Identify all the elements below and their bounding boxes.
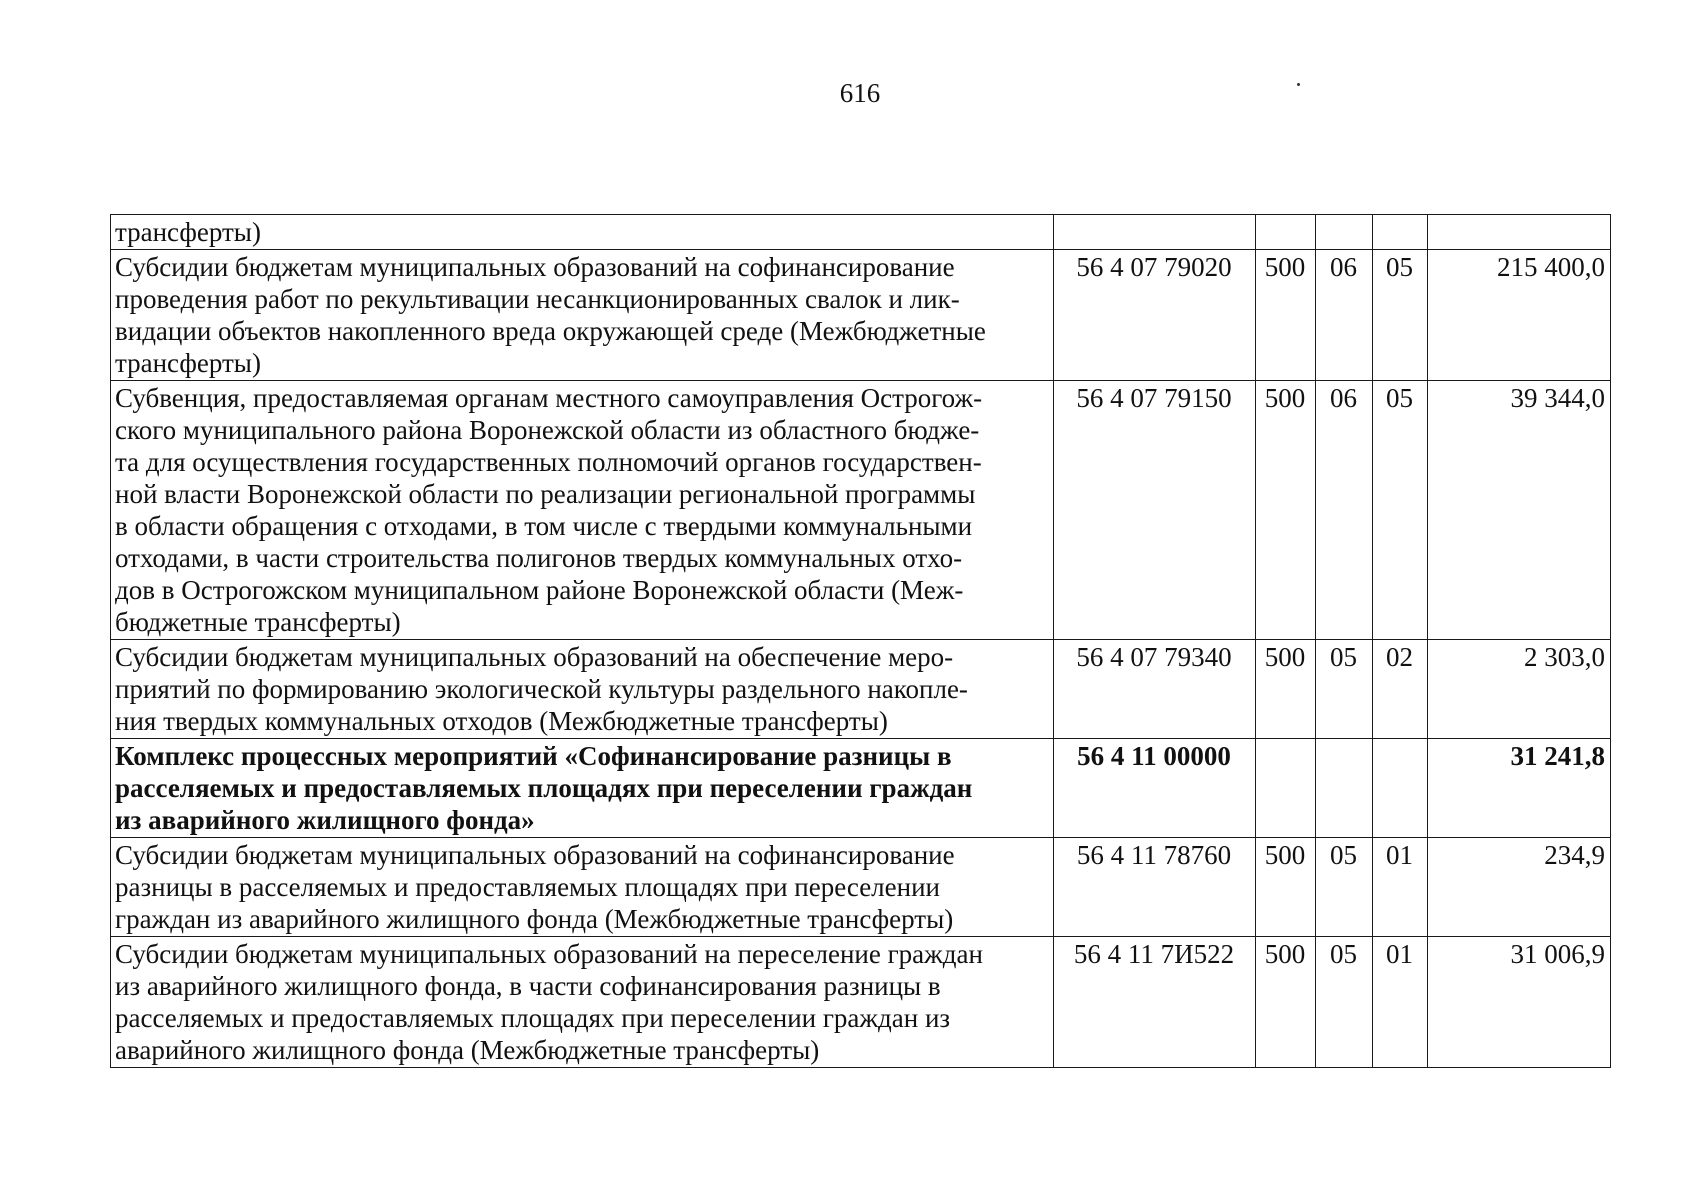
row-subsection-cell: 01 [1373,937,1428,1068]
row-subsection-cell [1373,739,1428,838]
row-name-line: Комплекс процессных мероприятий «Софинансирование разницы в [115,741,952,771]
row-name-line: трансферты) [115,348,261,378]
row-name-cell [111,739,1054,838]
row-code-cell: 56 4 07 79340 [1054,640,1256,739]
row-subsection-cell: 05 [1373,250,1428,381]
table-row [111,838,1611,937]
row-code-cell: 56 4 07 79150 [1054,381,1256,640]
row-expense-type-cell: 500 [1256,937,1316,1068]
row-name-line: дов в Острогожском муниципальном районе Воронежской области (Меж- [115,575,964,605]
row-amount-cell: 39 344,0 [1428,381,1611,640]
row-expense-type-cell [1256,215,1316,250]
table-row [111,215,1611,250]
table-row [111,250,1611,381]
budget-table [110,214,1611,1068]
row-amount-cell [1428,215,1611,250]
row-expense-type-cell: 500 [1256,640,1316,739]
row-name-line: отходами, в части строительства полигонов твердых коммунальных отхо- [115,543,963,573]
row-amount-cell: 234,9 [1428,838,1611,937]
row-expense-type-cell: 500 [1256,838,1316,937]
row-name-line: Субсидии бюджетам муниципальных образований на софинансирование [115,840,955,870]
row-amount-cell: 2 303,0 [1428,640,1611,739]
row-section-cell [1316,215,1373,250]
row-name-cell [111,640,1054,739]
row-code-cell: 56 4 11 7И522 [1054,937,1256,1068]
table-row [111,937,1611,1068]
row-name-cell [111,381,1054,640]
row-subsection-cell: 05 [1373,381,1428,640]
row-subsection-cell [1373,215,1428,250]
row-subsection-cell: 02 [1373,640,1428,739]
row-name-line: Субсидии бюджетам муниципальных образований на софинансирование [115,252,955,282]
row-amount-cell: 31 241,8 [1428,739,1611,838]
row-code-cell: 56 4 07 79020 [1054,250,1256,381]
row-name-cell [111,250,1054,381]
row-name-cell [111,838,1054,937]
row-section-cell: 05 [1316,838,1373,937]
row-name-line: из аварийного жилищного фонда, в части софинансирования разницы в [115,971,941,1001]
row-amount-cell: 31 006,9 [1428,937,1611,1068]
row-name-line: Субвенция, предоставляемая органам местного самоуправления Острогож- [115,383,983,413]
row-expense-type-cell [1256,739,1316,838]
row-name-line: Субсидии бюджетам муниципальных образований на переселение граждан [115,939,983,969]
row-name-line: граждан из аварийного жилищного фонда (Межбюджетные трансферты) [115,904,954,934]
row-name-line: аварийного жилищного фонда (Межбюджетные трансферты) [115,1035,820,1065]
row-name-cell [111,937,1054,1068]
row-code-cell [1054,215,1256,250]
row-name-line: приятий по формированию экологической культуры раздельного накопле- [115,674,968,704]
page-number: 616 [839,78,881,108]
row-name-line: ского муниципального района Воронежской области из областного бюдже- [115,415,980,445]
budget-table-body [111,215,1611,1068]
row-name-line: расселяемых и предоставляемых площадях при переселении граждан [115,773,973,803]
row-name-line: ной власти Воронежской области по реализации региональной программы [115,479,976,509]
row-name-line: проведения работ по рекультивации несанкционированных свалок и лик- [115,284,960,314]
row-name-cell [111,215,1054,250]
row-name-line: расселяемых и предоставляемых площадях при переселении граждан из [115,1003,951,1033]
row-subsection-cell: 01 [1373,838,1428,937]
row-name-line: Субсидии бюджетам муниципальных образований на обеспечение меро- [115,642,954,672]
row-name-line: разницы в расселяемых и предоставляемых площадях при переселении [115,872,940,902]
row-section-cell: 06 [1316,250,1373,381]
row-expense-type-cell: 500 [1256,381,1316,640]
row-expense-type-cell: 500 [1256,250,1316,381]
row-section-cell: 05 [1316,640,1373,739]
row-section-cell: 05 [1316,937,1373,1068]
row-name-line: та для осуществления государственных полномочий органов государствен- [115,447,982,477]
table-row [111,640,1611,739]
row-name-line: трансферты) [115,217,261,247]
table-row [111,381,1611,640]
row-code-cell: 56 4 11 78760 [1054,838,1256,937]
row-name-line: в области обращения с отходами, в том числе с твердыми коммунальными [115,511,973,541]
row-amount-cell: 215 400,0 [1428,250,1611,381]
row-name-line: из аварийного жилищного фонда» [115,805,535,835]
table-row [111,739,1611,838]
row-name-line: видации объектов накопленного вреда окружающей среде (Межбюджетные [115,316,986,346]
row-name-line: ния твердых коммунальных отходов (Межбюджетные трансферты) [115,706,888,736]
row-name-line: бюджетные трансферты) [115,607,401,637]
scan-artifact-dot [1297,83,1300,86]
row-section-cell: 06 [1316,381,1373,640]
row-code-cell: 56 4 11 00000 [1054,739,1256,838]
row-section-cell [1316,739,1373,838]
